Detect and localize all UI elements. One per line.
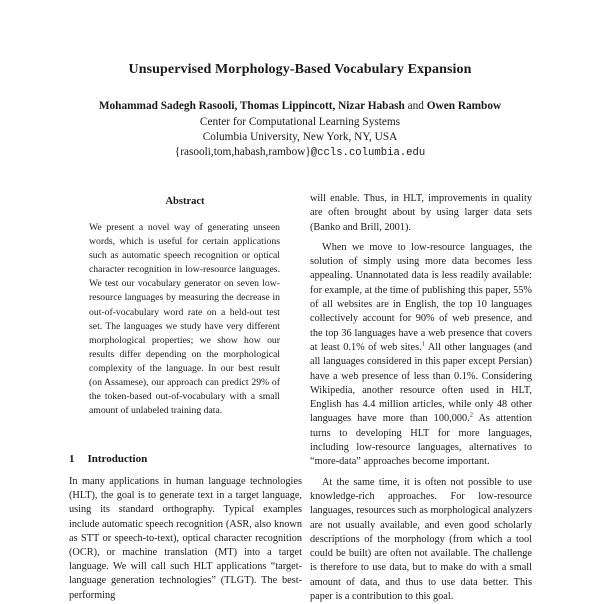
email-names: {rasooli,tom,habash,rambow} xyxy=(174,146,311,158)
abstract-text: We present a novel way of generating unseen words, which is useful for certain applications such as automatic speech recognition or optical character recognition in low-resource languages. We test our vocabulary generator on seven low-resource languages by measuring the decrease in out-of-vocabulary word rate on a held-out test set. The languages we study have very different morphological properties; we show how our results differ depending on the morphological complexity of the language. In our best result (on Assamese), our approach can predict 29% of the token-based out-of-vocabulary with a small amount of unlabeled training data. xyxy=(89,222,280,417)
right-column xyxy=(310,192,532,604)
author-list xyxy=(0,100,600,112)
abstract-heading: Abstract xyxy=(165,196,205,207)
right-paragraph-3: At the same time, it is often not possible to use knowledge-rich approaches. For low-resource languages, resources such as morphological analyzers are not usually available, and even good scholarly descriptions of the morphology (from which a tool could be built) are often not available. The challenge is therefore to use data, but to make do with a small amount of data, and thus to use data better. This paper is a contribution to this goal. xyxy=(310,476,532,603)
affiliation-university: Columbia University, New York, NY, USA xyxy=(202,131,398,143)
footnote-marker-2: 2 xyxy=(469,412,473,420)
authors-last: Owen Rambow xyxy=(426,100,502,112)
authors-and: and xyxy=(407,100,424,112)
introduction-text: In many applications in human language technologies (HLT), the goal is to generate text in a target language, using its standard orthography. Typical examples include automatic speech recognition (ASR, also known as STT or speech-to-text), optical character recognition (OCR), or machine translation (MT) into a target language. We will call such HLT applications “target-language generation technologies” (TLGT). The best-performing xyxy=(69,476,302,601)
authors-main: Mohammad Sadegh Rasooli, Thomas Lippincott, Nizar Habash xyxy=(98,100,405,112)
paragraph-2-part-b: All other languages (and all languages considered in this paper except Persian) have a web presence of less than 0.1%. Considering Wikipedia, another resource often used in HLT, English has 4.4 million articles, while only 48 other languages have more than 100,000. xyxy=(310,341,533,425)
paragraph-2-part-c: As attention turns to developing HLT for more languages, including low-resource languages, alternatives to “more-data” approaches become important. xyxy=(310,413,532,468)
paper-title: Unsupervised Morphology-Based Vocabulary Expansion xyxy=(128,62,472,77)
email-domain: @ccls.columbia.edu xyxy=(310,147,426,159)
section-title: Introduction xyxy=(87,453,148,465)
right-paragraph-1: will enable. Thus, in HLT, improvements in quality are often brought about by using larger data sets (Banko and Brill, 2001). xyxy=(310,193,532,233)
author-emails xyxy=(0,146,600,159)
footnote-marker-1: 1 xyxy=(421,340,425,348)
right-paragraph-2 xyxy=(310,241,532,470)
paragraph-2-part-a: When we move to low-resource languages, the solution of simply using more data becomes less appealing. Unannotated data is less readily available: for example, at the time of publishing this paper, 55% of all websites are in English, the top 10 languages collectively account for 90% of web presence, and the top 36 languages have a web presence that covers at least 0.1% of web sites. xyxy=(310,241,532,353)
section-number: 1 xyxy=(69,453,75,465)
affiliation-center: Center for Computational Learning Systems xyxy=(199,116,401,128)
section-heading-introduction xyxy=(69,453,147,465)
